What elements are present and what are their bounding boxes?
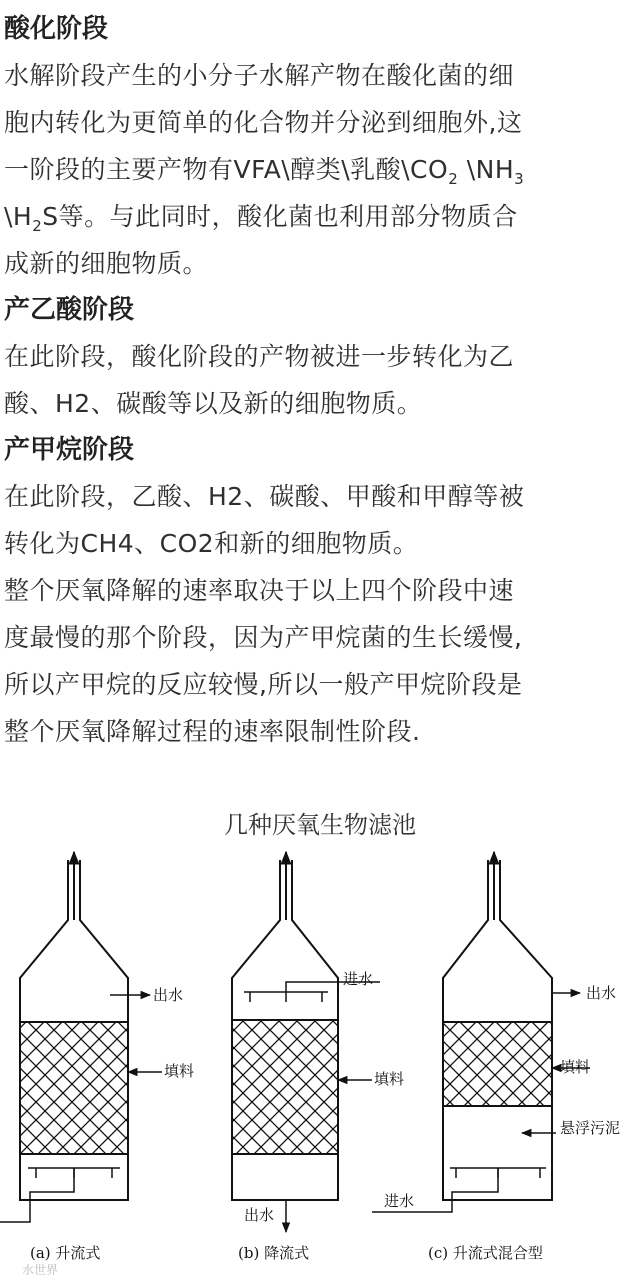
rate-line-3: 所以产甲烷的反应较慢,所以一般产甲烷阶段是 (4, 670, 523, 699)
acetogenesis-line-1: 在此阶段，酸化阶段的产物被进一步转化为乙 (4, 342, 515, 371)
upflow-media-label: 填料 (164, 1062, 195, 1080)
upflow-outlet-label: 出水 (153, 986, 184, 1004)
hybrid-outlet-label: 出水 (586, 984, 617, 1002)
acidification-line-1: 水解阶段产生的小分子水解产物在酸化菌的细 (4, 61, 515, 90)
upflow-inlet-pipe (0, 1168, 74, 1222)
heading-acetogenesis: 产乙酸阶段 (4, 295, 135, 325)
filter-upflow (0, 852, 162, 1222)
downflow-outlet-label: 出水 (244, 1206, 275, 1224)
acidification-line-2: 胞内转化为更简单的化合物并分泌到细胞外,这 (4, 108, 523, 137)
downflow-inlet-label: 进水 (343, 970, 374, 988)
upflow-caption: (a) 升流式 (30, 1244, 101, 1262)
upflow-packing (20, 1022, 128, 1154)
hybrid-packing (443, 1022, 552, 1106)
rate-line-1: 整个厌氧降解的速率取决于以上四个阶段中速 (4, 576, 515, 605)
downflow-packing (232, 1020, 338, 1154)
acidification-line-3: 一阶段的主要产物有VFA\醇类\乳酸$\backslash CO_2$ $\backslash NH_3$ (4, 155, 525, 188)
methanogenesis-line-2: 转化为CH4、CO2和新的细胞物质。 (4, 529, 419, 558)
acidification-line-4: $\backslash H_2S$等。与此同时，酸化菌也利用部分物质合 (4, 202, 518, 235)
hybrid-sludge-label: 悬浮污泥 (560, 1119, 621, 1137)
watermark: 水世界 (22, 1263, 59, 1277)
acetogenesis-line-2: 酸、H2、碳酸等以及新的细胞物质。 (4, 389, 423, 418)
filter-hybrid (372, 852, 590, 1212)
anaerobic-filter-diagram (0, 850, 640, 1280)
figure-title: 几种厌氧生物滤池 (224, 811, 416, 839)
rate-line-2: 度最慢的那个阶段，因为产甲烷菌的生长缓慢, (4, 623, 523, 652)
hybrid-inlet-label: 进水 (384, 1192, 415, 1210)
downflow-media-label: 填料 (374, 1070, 405, 1088)
downflow-caption: (b) 降流式 (238, 1244, 310, 1262)
heading-methanogenesis: 产甲烷阶段 (4, 435, 135, 465)
methanogenesis-line-1: 在此阶段，乙酸、H2、碳酸、甲酸和甲醇等被 (4, 482, 525, 511)
acidification-line-5: 成新的细胞物质。 (4, 249, 209, 278)
article (4, 6, 636, 755)
filter-downflow (232, 852, 380, 1232)
heading-acidification: 酸化阶段 (4, 14, 109, 44)
hybrid-caption: (c) 升流式混合型 (428, 1244, 543, 1262)
hybrid-media-label: 填料 (560, 1058, 591, 1076)
rate-line-4: 整个厌氧降解过程的速率限制性阶段. (4, 717, 421, 746)
